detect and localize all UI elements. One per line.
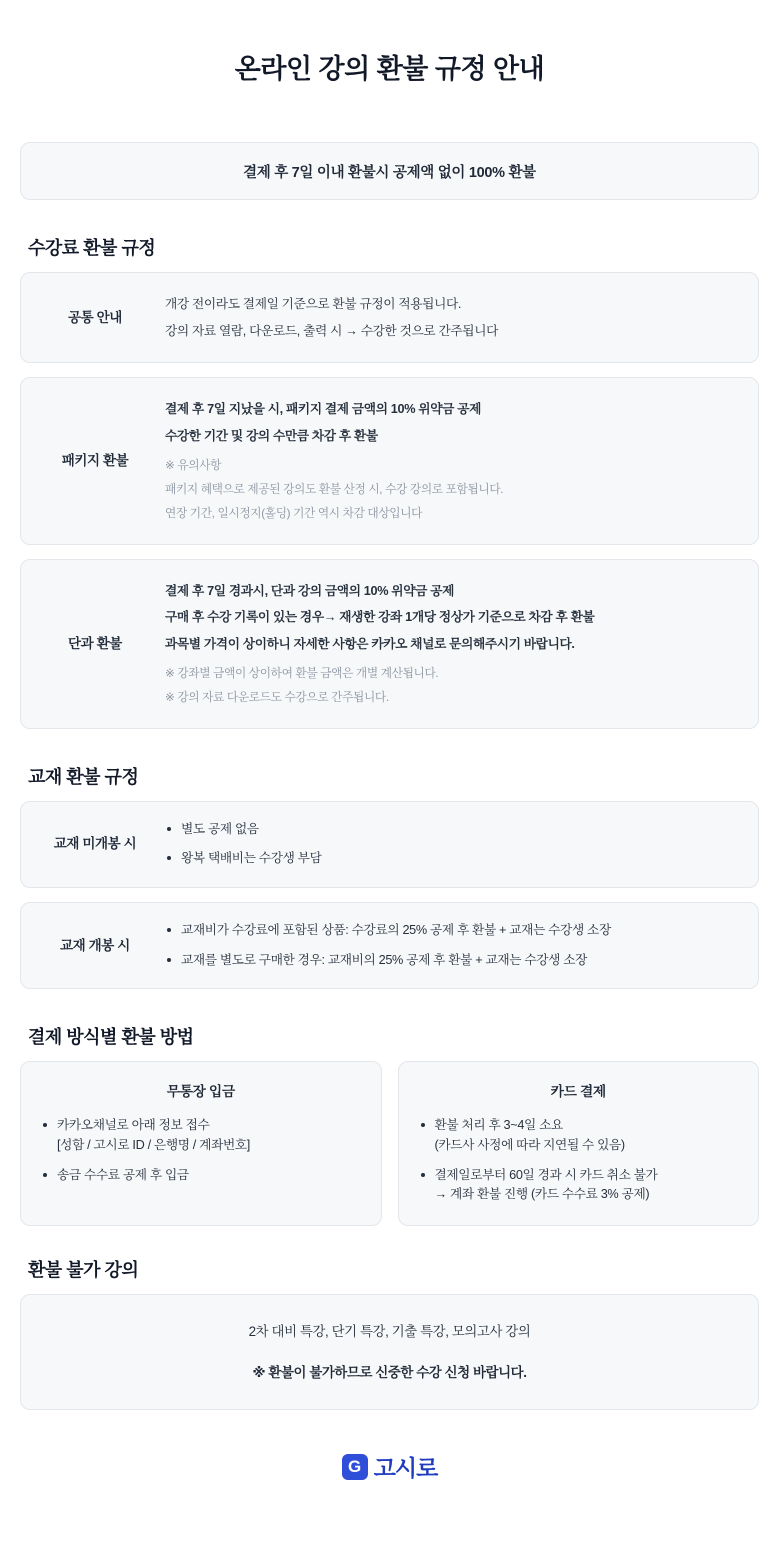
card-note: ※ 강좌별 금액이 상이하여 환불 금액은 개별 계산됩니다. <box>165 666 439 680</box>
list-item-text: 교재를 별도로 구매한 경우: 교재비의 25% 공제 후 환불 + 교재는 수강생 소장 <box>181 952 588 967</box>
highlight-banner-text: 결제 후 7일 이내 환불시 공제액 없이 100% 환불 <box>243 164 536 181</box>
card-body <box>147 820 736 869</box>
list-item-text: 결제일로부터 60일 경과 시 카드 취소 불가 <box>434 1167 658 1182</box>
card-line: 구매 후 수강 기록이 있는 경우→ 재생한 강좌 1개당 정상가 기준으로 차감 후 환불 <box>165 610 595 625</box>
list-item-subtext: → 계좌 환불 진행 (카드 수수료 3% 공제) <box>434 1187 650 1202</box>
bullet-list <box>41 1116 361 1185</box>
norefund-courses: 2차 대비 특강, 단기 특강, 기출 특강, 모의고사 강의 <box>248 1324 531 1340</box>
payment-columns <box>20 1061 759 1226</box>
list-item-subtext: [성함 / 고시로 ID / 은행명 / 계좌번호] <box>57 1138 250 1153</box>
section-title-norefund: 환불 불가 강의 <box>28 1260 139 1281</box>
payment-card-bank-transfer <box>20 1061 382 1226</box>
list-item <box>165 921 736 941</box>
bullet-list <box>165 921 736 970</box>
footer-logo <box>20 1450 759 1517</box>
card-body <box>147 396 736 525</box>
bullet-list <box>165 820 736 869</box>
card-label: 공통 안내 <box>68 309 122 325</box>
list-item <box>165 951 736 971</box>
card-label: 교재 미개봉 시 <box>53 836 137 852</box>
card-note: 패키지 혜택으로 제공된 강의도 환불 산정 시, 수강 강의로 포함됩니다. <box>165 482 504 496</box>
card-body <box>147 921 736 970</box>
card-textbook-sealed <box>20 801 759 888</box>
card-body <box>147 578 736 710</box>
list-item <box>41 1116 361 1155</box>
card-common-notice <box>20 272 759 363</box>
list-item <box>165 820 736 840</box>
card-label: 단과 환불 <box>68 635 122 651</box>
card-textbook-opened <box>20 902 759 989</box>
card-body <box>147 291 736 344</box>
card-line: 수강한 기간 및 강의 수만큼 차감 후 환불 <box>165 429 378 444</box>
section-title-payment: 결제 방식별 환불 방법 <box>28 1027 194 1048</box>
card-line: 결제 후 7일 경과시, 단과 강의 금액의 10% 위약금 공제 <box>165 583 455 598</box>
list-item <box>165 849 736 869</box>
highlight-banner <box>20 142 759 200</box>
list-item-text: 송금 수수료 공제 후 입금 <box>57 1167 189 1182</box>
page-title: 온라인 강의 환불 규정 안내 <box>234 54 545 84</box>
card-single-refund <box>20 559 759 729</box>
card-norefund <box>20 1294 759 1410</box>
norefund-warning: ※ 환불이 불가하므로 신중한 수강 신청 바랍니다. <box>252 1365 527 1381</box>
list-item <box>419 1166 739 1205</box>
list-item-text: 별도 공제 없음 <box>181 821 259 836</box>
logo-text: 고시로 <box>373 1455 438 1482</box>
card-note: 연장 기간, 일시정지(홀딩) 기간 역시 차감 대상입니다 <box>165 506 423 520</box>
logo-mark-icon: G <box>342 1454 368 1480</box>
column-heading: 무통장 입금 <box>166 1084 235 1100</box>
card-note: ※ 강의 자료 다운로드도 수강으로 간주됩니다. <box>165 690 389 704</box>
card-label: 패키지 환불 <box>61 452 129 468</box>
list-item-text: 왕복 택배비는 수강생 부담 <box>181 851 322 866</box>
list-item-text: 카카오채널로 아래 정보 접수 <box>57 1118 210 1133</box>
list-item-subtext: (카드사 사정에 따라 지연될 수 있음) <box>434 1138 625 1153</box>
section-title-tuition: 수강료 환불 규정 <box>28 238 156 258</box>
payment-card-credit-card <box>398 1061 760 1226</box>
card-label: 교재 개봉 시 <box>60 937 130 953</box>
list-item-text: 환불 처리 후 3~4일 소요 <box>434 1118 563 1133</box>
card-package-refund <box>20 377 759 544</box>
card-note: ※ 유의사항 <box>165 458 222 472</box>
card-line: 개강 전이라도 결제일 기준으로 환불 규정이 적용됩니다. <box>165 297 462 311</box>
card-line: 결제 후 7일 지났을 시, 패키지 결제 금액의 10% 위약금 공제 <box>165 402 482 417</box>
column-heading: 카드 결제 <box>550 1084 606 1100</box>
list-item <box>419 1116 739 1155</box>
card-line: 과목별 가격이 상이하니 자세한 사항은 카카오 채널로 문의해주시기 바랍니다. <box>165 636 575 651</box>
list-item <box>41 1166 361 1186</box>
section-title-textbook: 교재 환불 규정 <box>28 766 139 787</box>
card-line: 강의 자료 열람, 다운로드, 출력 시 → 수강한 것으로 간주됩니다 <box>165 323 499 338</box>
list-item-text: 교재비가 수강료에 포함된 상품: 수강료의 25% 공제 후 환불 + 교재는 수강생 소장 <box>181 923 611 937</box>
bullet-list <box>419 1116 739 1205</box>
